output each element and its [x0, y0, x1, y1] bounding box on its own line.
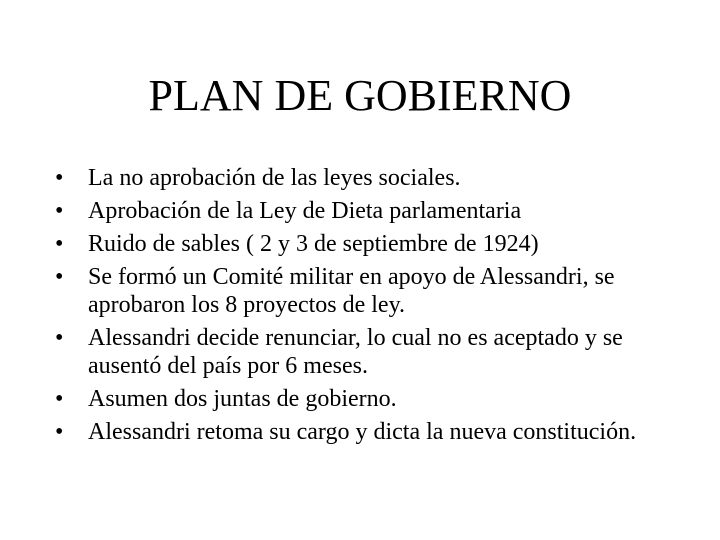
bullet-text: Asumen dos juntas de gobierno.	[88, 386, 397, 412]
bullet-text: Alessandri retoma su cargo y dicta la nueva constitución.	[88, 419, 637, 445]
bullet-icon: •	[55, 419, 64, 445]
bullet-icon: •	[55, 386, 64, 412]
bullet-icon: •	[55, 198, 64, 224]
bullet-item	[55, 263, 688, 319]
slide-title: PLAN DE GOBIERNO	[148, 71, 572, 120]
bullet-icon: •	[55, 165, 64, 191]
bullet-list	[55, 164, 688, 451]
bullet-icon: •	[55, 231, 64, 257]
bullet-item	[55, 324, 688, 380]
bullet-text: La no aprobación de las leyes sociales.	[88, 165, 461, 191]
bullet-item	[55, 385, 688, 413]
bullet-text: Se formó un Comité militar en apoyo de Alessandri, se aprobaron los 8 proyectos de ley.	[88, 264, 615, 318]
bullet-item	[55, 230, 688, 258]
bullet-text: Alessandri decide renunciar, lo cual no es aceptado y se ausentó del país por 6 meses.	[88, 325, 623, 379]
bullet-icon: •	[55, 325, 64, 351]
bullet-item	[55, 197, 688, 225]
bullet-item	[55, 418, 688, 446]
bullet-item	[55, 164, 688, 192]
bullet-text: Aprobación de la Ley de Dieta parlamentaria	[88, 198, 522, 224]
bullet-icon: •	[55, 264, 64, 290]
bullet-text: Ruido de sables ( 2 y 3 de septiembre de 1924)	[88, 231, 539, 257]
